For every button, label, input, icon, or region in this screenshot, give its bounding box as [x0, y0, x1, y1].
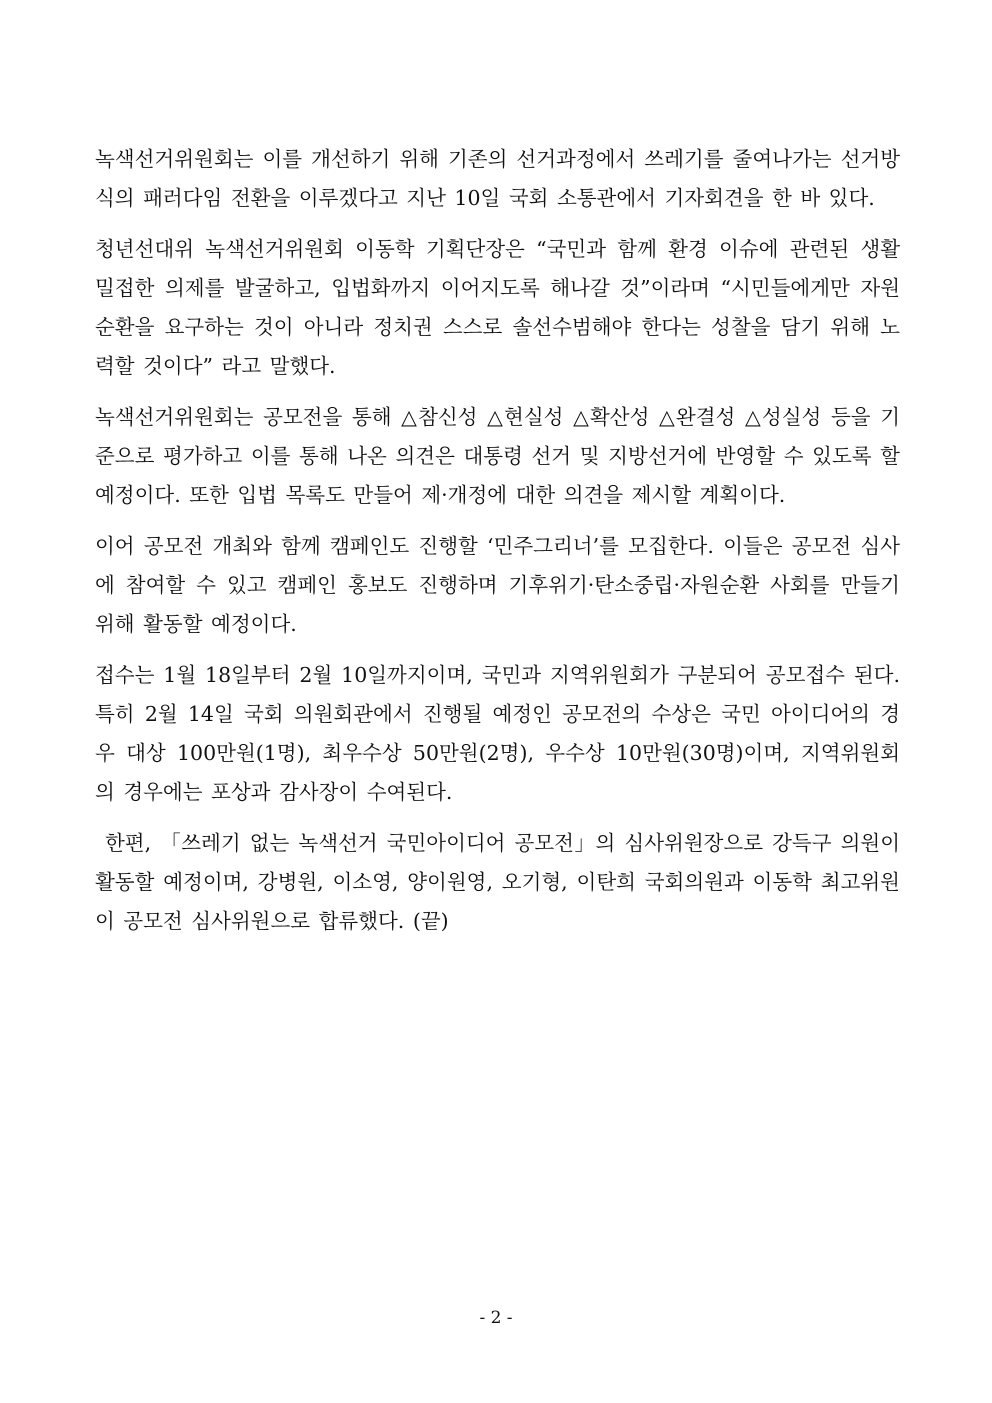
paragraph-submission-and-prizes: 접수는 1월 18일부터 2월 10일까지이며, 국민과 지역위원회가 구분되어 공모접수 된다. 특히 2월 14일 국회 의원회관에서 진행될 예정인 공모전의 수상은 국민 아이디어의 경우 대상 100만원(1명), 최우수상 50만원(2명), 우수상 10만원(30명)이며, 지역위원회의 경우에는 포상과 감사장이 수여된다.	[95, 663, 900, 804]
page-number: - 2 -	[479, 1308, 513, 1328]
document-body	[95, 140, 900, 953]
paragraph-evaluation-criteria: 녹색선거위원회는 공모전을 통해 △참신성 △현실성 △확산성 △완결성 △성실성 등을 기준으로 평가하고 이를 통해 나온 의견은 대통령 선거 및 지방선거에 반영할 수 있도록 할 예정이다. 또한 입법 목록도 만들어 제·개정에 대한 의견을 제시할 계획이다.	[95, 405, 900, 507]
paragraph-democratic-greener-recruitment: 이어 공모전 개최와 함께 캠페인도 진행할 ‘민주그리너’를 모집한다. 이들은 공모전 심사에 참여할 수 있고 캠페인 홍보도 진행하며 기후위기·탄소중립·자원순환 사회를 만들기 위해 활동할 예정이다.	[95, 534, 900, 636]
paragraph-green-election-committee-paradigm: 녹색선거위원회는 이를 개선하기 위해 기존의 선거과정에서 쓰레기를 줄여나가는 선거방식의 패러다임 전환을 이루겠다고 지난 10일 국회 소통관에서 기자회견을 한 바 있다.	[95, 147, 900, 210]
paragraph-judging-committee: 한편, 「쓰레기 없는 녹색선거 국민아이디어 공모전」의 심사위원장으로 강득구 의원이 활동할 예정이며, 강병원, 이소영, 양이원영, 오기형, 이탄희 국회의원과 이동학 최고위원이 공모전 심사위원으로 합류했다. (끝)	[95, 831, 900, 933]
paragraph-planning-director-quote: 청년선대위 녹색선거위원회 이동학 기획단장은 “국민과 함께 환경 이슈에 관련된 생활 밀접한 의제를 발굴하고, 입법화까지 이어지도록 해나갈 것”이라며 “시민들에게만 자원순환을 요구하는 것이 아니라 정치권 스스로 솔선수범해야 한다는 성찰을 담기 위해 노력할 것이다” 라고 말했다.	[95, 237, 900, 378]
